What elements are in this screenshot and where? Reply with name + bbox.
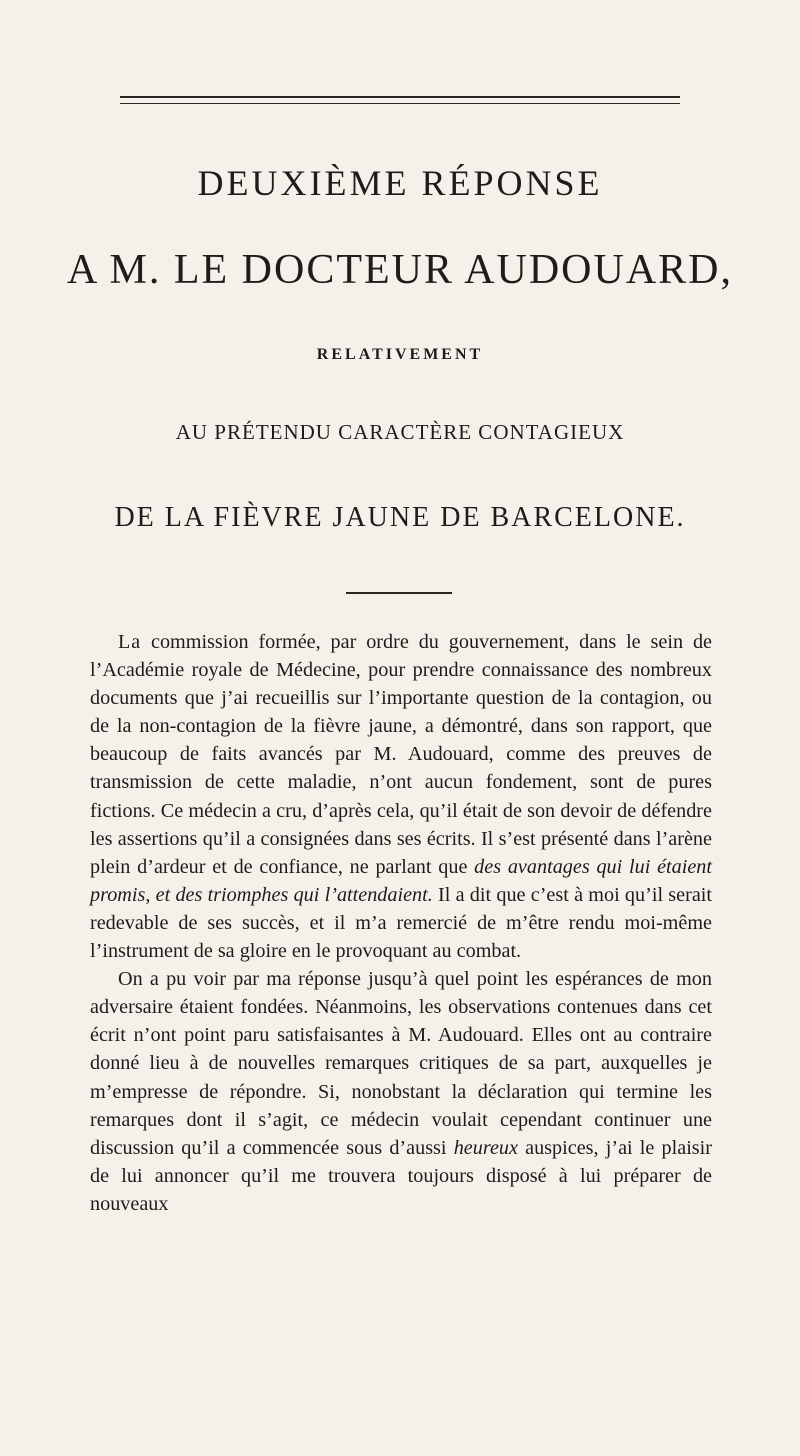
paragraph-1 <box>90 628 712 965</box>
rule-thin-line <box>120 103 680 104</box>
subtitle-line-3: DE LA FIÈVRE JAUNE DE BARCELONE. <box>114 502 686 533</box>
rule-thick-line <box>120 96 680 98</box>
paragraph-1-text-b: , <box>145 883 156 906</box>
section-divider <box>346 592 452 594</box>
title-line-1: DEUXIÈME RÉPONSE <box>197 163 603 203</box>
paragraph-2-text-b: auspices, j’ai le plaisir de lui annoncer qu’il me trouvera toujours disposé à lui préparer de nouveaux <box>90 1136 712 1215</box>
paragraph-1-text-c: Il a dit que c’est à moi qu’il serait redevable de ses succès, et il m’a remercié de m’être rendu moi-même l’instrument de sa gloire en le provoquant au combat. <box>90 883 712 963</box>
body-text <box>90 628 712 1218</box>
paragraph-2 <box>90 965 712 1218</box>
subtitle-line-1: RELATIVEMENT <box>316 346 484 363</box>
paragraph-1-lettrine: La <box>118 631 142 653</box>
paragraph-2-text-a: On a pu voir par ma réponse jusqu’à quel point les espérances de mon adversaire étaient fondées. Néanmoins, les observations contenues dans cet écrit n’ont point paru satisfaisantes à M. Audouard. Elles ont au contraire donné lieu à de nouvelles remarques critiques de sa part, auxquelles je m’empresse de répondre. Si, nonobstant la déclaration qui termine les remarques dont il s’agit, ce médecin voulait cependant continuer une discussion qu’il a commencée sous d’aussi <box>90 968 712 1159</box>
subtitle-line-2: AU PRÉTENDU CARACTÈRE CONTAGIEUX <box>175 420 625 444</box>
paragraph-2-italic-a: heureux <box>453 1136 518 1159</box>
title-line-2: A M. LE DOCTEUR AUDOUARD, <box>66 247 733 293</box>
header-double-rule <box>120 96 680 106</box>
paragraph-1-text-a: commission formée, par ordre du gouvernement, dans le sein de l’Académie royale de Médecine, pour prendre connaissance des nombreux documents que j’ai recueillis sur l’importante question de la contagion, ou de la non-contagion de la fièvre jaune, a démontré, dans son rapport, que beaucoup de faits avancés par M. Audouard, comme des preuves de transmission de cette maladie, n’ont aucun fondement, sont de pures fictions. Ce médecin a cru, d’après cela, qu’il était de son devoir de défendre les assertions qu’il a consignées dans ses écrits. Il s’est présenté dans l’arène plein d’ardeur et de confiance, ne parlant que <box>90 631 712 878</box>
paragraph-1-italic-a: des avantages qui lui étaient promis <box>90 855 713 906</box>
paragraph-1-italic-b: et des triomphes qui l’attendaient. <box>155 883 433 906</box>
